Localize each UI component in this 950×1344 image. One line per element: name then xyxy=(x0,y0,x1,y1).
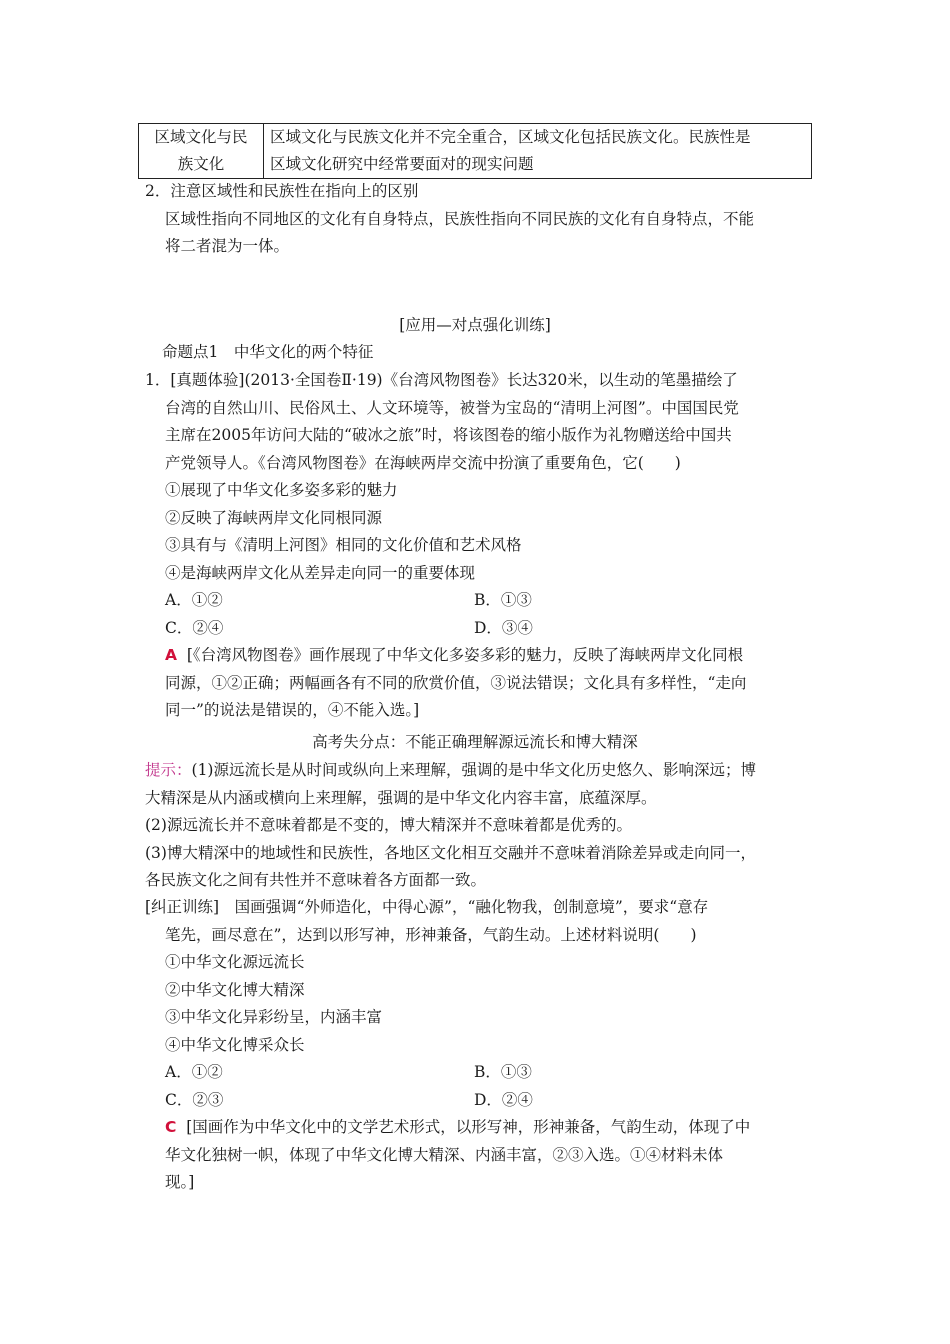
answer-line: 现。] xyxy=(165,1173,195,1191)
option-b: B．①③ xyxy=(474,1063,532,1081)
answer-explanation: [《台湾风物图卷》画作展现了中华文化多姿多彩的魅力，反映了海峡两岸文化同根 xyxy=(186,646,744,664)
question-stem-line: 台湾的自然山川、民俗风土、人文环境等，被誉为宝岛的“清明上河图”。中国国民党 xyxy=(165,398,739,417)
hint-block xyxy=(0,757,950,895)
option-a: A．①② xyxy=(165,591,223,609)
answer-explanation: [国画作为中华文化中的文学艺术形式，以形写神，形神兼备，气韵生动，体现了中 xyxy=(186,1118,751,1136)
option-b: B．①③ xyxy=(474,591,532,609)
question-stem-line: 产党领导人。《台湾风物图卷》在海峡两岸交流中扮演了重要角色，它( ) xyxy=(165,453,681,472)
definition-line: 区域文化与民族文化并不完全重合，区域文化包括民族文化。民族性是 xyxy=(270,128,751,146)
hint-line: 大精深是从内涵或横向上来理解，强调的是中华文化内容丰富，底蕴深厚。 xyxy=(145,788,657,807)
question-stem-line: 笔先，画尽意在”，达到以形写神，形神兼备，气韵生动。上述材料说明( ) xyxy=(165,925,697,944)
hint-line: (3)博大精深中的地域性和民族性，各地区文化相互交融并不意味着消除差异或走向同一， xyxy=(145,843,756,862)
answer-letter: C xyxy=(165,1118,177,1136)
statement-item: ④中华文化博采众长 xyxy=(165,1035,305,1054)
options-row xyxy=(0,1059,950,1087)
topic-heading: 命题点1 中华文化的两个特征 xyxy=(162,343,374,361)
statement-item: ②中华文化博大精深 xyxy=(165,980,305,999)
section-title: [应用—对点强化训练] xyxy=(399,316,551,334)
question-stem-line: 1．[真题体验](2013·全国卷Ⅱ·19)《台湾风物图卷》长达320米，以生动的笔墨描绘了 xyxy=(145,371,738,389)
hint-line: (2)源远流长并不意味着都是不变的，博大精深并不意味着都是优秀的。 xyxy=(145,816,632,834)
option-c: C．②④ xyxy=(165,618,224,637)
statement-item: ①展现了中华文化多姿多彩的魅力 xyxy=(165,481,398,499)
question-stem-line: 主席在2005年访问大陆的“破冰之旅”时，将该图卷的缩小版作为礼物赠送给中国共 xyxy=(165,426,732,444)
hint-line: 提示：(1)源远流长是从时间或纵向上来理解，强调的是中华文化历史悠久、影响深远；博 xyxy=(145,761,756,779)
question-2 xyxy=(0,894,950,1197)
table-cell-definition xyxy=(264,124,812,179)
pitfall-title: 高考失分点：不能正确理解源远流长和博大精深 xyxy=(312,733,638,751)
statement-item: ③中华文化异彩纷呈，内涵丰富 xyxy=(165,1008,383,1026)
paragraph-line: 将二者混为一体。 xyxy=(165,237,290,255)
answer-line xyxy=(0,642,950,670)
point-2-heading: 2．注意区域性和民族性在指向上的区别 xyxy=(145,182,419,200)
options-row xyxy=(0,615,950,643)
definition-line: 区域文化研究中经常要面对的现实问题 xyxy=(270,155,534,173)
answer-line: 华文化独树一帜，体现了中华文化博大精深、内涵丰富，②③入选。①④材料未体 xyxy=(165,1145,724,1164)
question-stem-line: [纠正训练] 国画强调“外师造化，中得心源”，“融化物我，创制意境”，要求“意存 xyxy=(145,898,709,916)
statement-item: ④是海峡两岸文化从差异走向同一的重要体现 xyxy=(165,563,476,582)
answer-line: 同一”的说法是错误的，④不能入选。] xyxy=(165,701,420,719)
hint-label: 提示： xyxy=(145,761,192,779)
statement-item: ①中华文化源远流长 xyxy=(165,953,305,971)
point-2-block xyxy=(0,178,950,261)
answer-line xyxy=(0,1114,950,1142)
statement-item: ②反映了海峡两岸文化同根同源 xyxy=(165,508,383,527)
option-d: D．②④ xyxy=(474,1090,533,1109)
options-row xyxy=(0,587,950,615)
paragraph-line: 区域性指向不同地区的文化有自身特点，民族性指向不同民族的文化有自身特点，不能 xyxy=(165,209,755,228)
option-d: D．③④ xyxy=(474,618,533,637)
options-row xyxy=(0,1087,950,1115)
option-a: A．①② xyxy=(165,1063,223,1081)
option-c: C．②③ xyxy=(165,1090,224,1109)
answer-line: 同源，①②正确；两幅画各有不同的欣赏价值，③说法错误；文化具有多样性，“走向 xyxy=(165,673,747,692)
table-row xyxy=(139,124,812,179)
answer-letter: A xyxy=(165,646,177,664)
comparison-table xyxy=(138,123,812,179)
table-cell-term: 区域文化与民 族文化 xyxy=(139,124,264,179)
question-1 xyxy=(0,367,950,725)
statement-item: ③具有与《清明上河图》相同的文化价值和艺术风格 xyxy=(165,536,522,554)
hint-line: 各民族文化之间有共性并不意味着各方面都一致。 xyxy=(145,871,487,889)
